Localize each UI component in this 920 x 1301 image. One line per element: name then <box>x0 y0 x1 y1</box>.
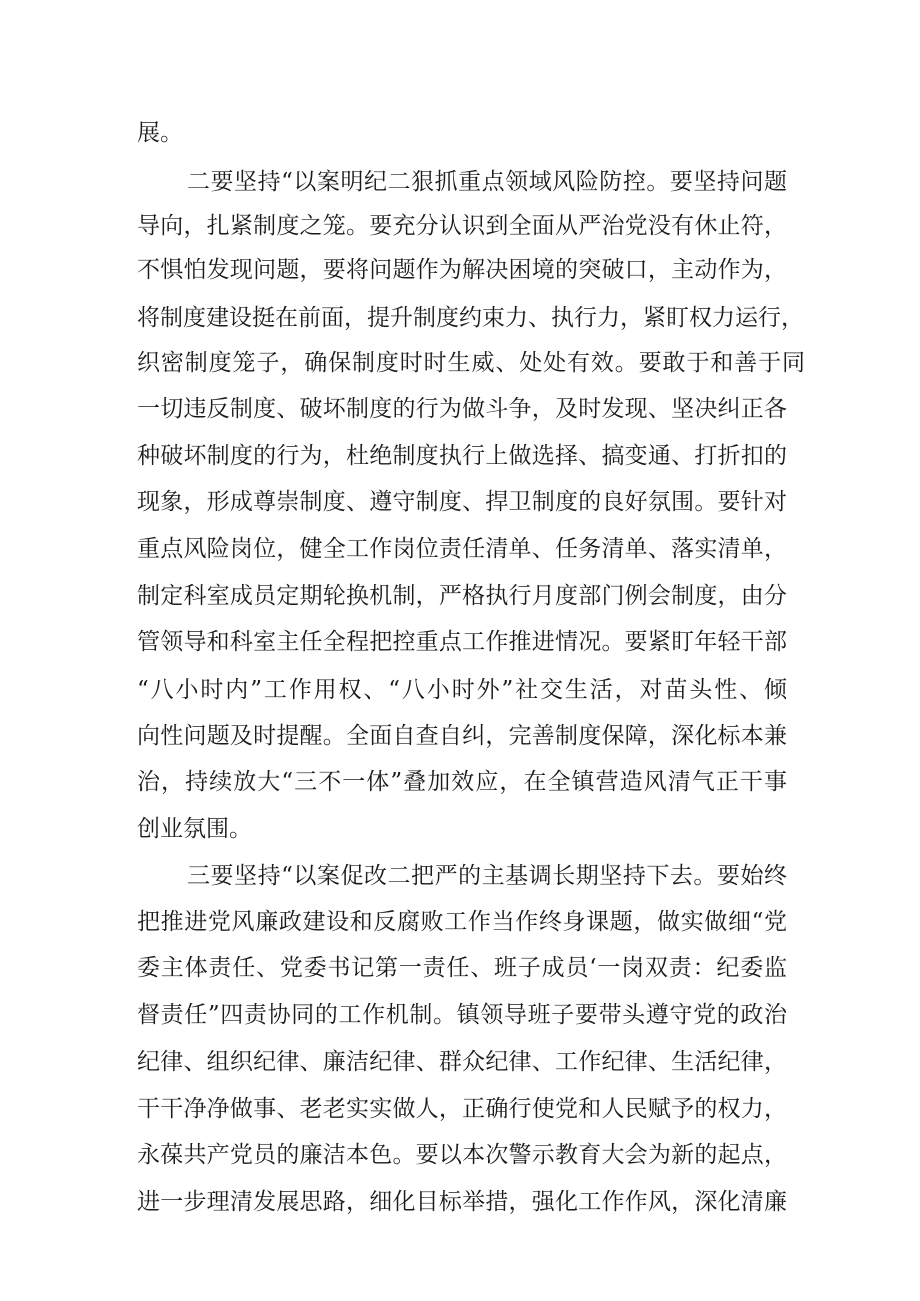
text-line: 不惧怕发现问题，要将问题作为解决困境的突破口，主动作为， <box>137 257 787 283</box>
text-line: 一切违反制度、破坏制度的行为做斗争，及时发现、坚决纠正各 <box>137 396 787 422</box>
text-line: 永葆共产党员的廉洁本色。要以本次警示教育大会为新的起点， <box>137 1142 787 1168</box>
text-line: 三要坚持“以案促改二把严的主基调长期坚持下去。要始终 <box>187 863 787 889</box>
text-line: 干干净净做事、老老实实做人，正确行使党和人民赋予的权力， <box>137 1096 787 1122</box>
text-line: 治，持续放大“三不一体”叠加效应，在全镇营造风清气正干事 <box>137 769 787 795</box>
text-line: 向性问题及时提醒。全面自查自纠，完善制度保障，深化标本兼 <box>137 723 787 749</box>
text-line: 纪律、组织纪律、廉洁纪律、群众纪律、工作纪律、生活纪律， <box>137 1049 787 1075</box>
text-line: 现象，形成尊崇制度、遵守制度、捍卫制度的良好氛围。要针对 <box>137 489 787 515</box>
text-line: 重点风险岗位，健全工作岗位责任清单、任务清单、落实清单， <box>137 536 787 562</box>
text-line: 进一步理清发展思路，细化目标举措，强化工作作风，深化清廉 <box>137 1189 787 1215</box>
text-line: 创业氛围。 <box>137 816 252 842</box>
text-line: 织密制度笼子，确保制度时时生威、处处有效。要敢于和善于同 <box>137 350 805 376</box>
text-line: 种破坏制度的行为，杜绝制度执行上做选择、搞变通、打折扣的 <box>137 443 787 469</box>
text-line: 督责任”四责协同的工作机制。镇领导班子要带头遵守党的政治 <box>137 1002 787 1028</box>
text-line: 二要坚持“以案明纪二狠抓重点领域风险防控。要坚持问题 <box>187 169 787 195</box>
text-line: 制定科室成员定期轮换机制，严格执行月度部门例会制度，由分 <box>137 583 787 609</box>
text-line: 管领导和科室主任全程把控重点工作推进情况。要紧盯年轻干部 <box>137 629 787 655</box>
text-line: 展。 <box>137 120 183 146</box>
text-line: “八小时内”工作用权、“八小时外”社交生活，对苗头性、倾 <box>137 677 787 703</box>
text-line: 委主体责任、党委书记第一责任、班子成员‘一岗双责：纪委监 <box>137 955 787 981</box>
text-line: 导向，扎紧制度之笼。要充分认识到全面从严治党没有休止符， <box>137 213 787 239</box>
text-line: 将制度建设挺在前面，提升制度约束力、执行力，紧盯权力运行， <box>137 305 804 331</box>
text-line: 把推进党风廉政建设和反腐败工作当作终身课题，做实做细“党 <box>137 909 787 935</box>
